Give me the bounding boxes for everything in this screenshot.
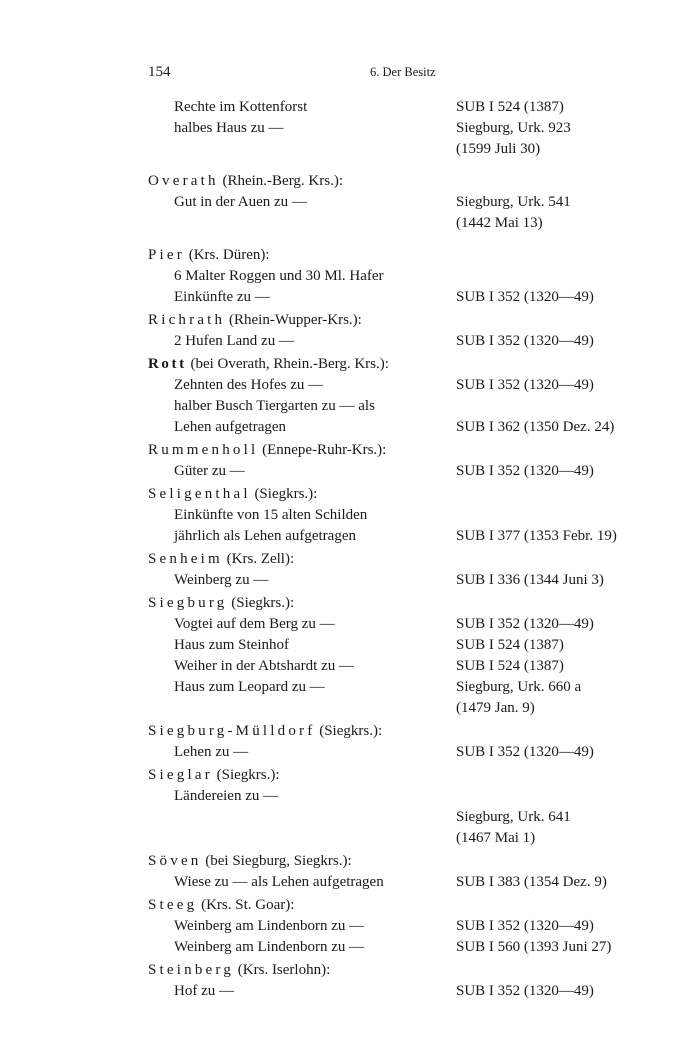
holding-description: Wiese zu — als Lehen aufgetragen: [174, 874, 384, 890]
entry-group: [148, 593, 668, 721]
holdings-list: [148, 97, 668, 1004]
entry-group: [148, 549, 668, 593]
holding-description: Weiher in der Abtshardt zu —: [174, 658, 354, 674]
place-district: (Krs. Zell):: [222, 551, 295, 567]
entry-gap: [148, 1002, 668, 1004]
place-name: Senheim: [148, 551, 223, 567]
entry-group: [148, 851, 668, 895]
holding-line: [148, 872, 668, 893]
holding-line: [148, 742, 668, 763]
source-reference: SUB I 377 (1353 Febr. 19): [456, 528, 617, 544]
holding-description: Lehen zu —: [174, 744, 249, 760]
holding-description: Rechte im Kottenforst: [174, 99, 308, 115]
place-heading: [148, 721, 668, 742]
place-name: Siegburg: [148, 595, 228, 611]
source-reference: SUB I 524 (1387): [456, 658, 564, 674]
holding-line: [148, 375, 668, 396]
holding-line: [148, 614, 668, 635]
place-heading: [148, 484, 668, 505]
place-district: (Ennepe-Ruhr-Krs.):: [258, 442, 387, 458]
place-name: Seligenthal: [148, 486, 251, 502]
place-district: (Siegkrs.):: [250, 486, 318, 502]
entry-group: [148, 765, 668, 851]
source-reference: Siegburg, Urk. 923: [456, 120, 571, 136]
place-name: Rott: [148, 356, 187, 372]
page-number: 154: [148, 64, 171, 80]
holding-description: Einkünfte von 15 alten Schilden: [174, 507, 368, 523]
holding-description: Güter zu —: [174, 463, 245, 479]
place-name: Richrath: [148, 312, 226, 328]
holding-description: halber Busch Tiergarten zu — als: [174, 398, 375, 414]
source-reference: Siegburg, Urk. 641: [456, 809, 571, 825]
place-heading: [148, 895, 668, 916]
place-district: (Krs. Iserlohn):: [234, 962, 331, 978]
holding-line: [148, 981, 668, 1002]
entry-group: [148, 895, 668, 960]
place-heading: [148, 549, 668, 570]
source-reference: SUB I 524 (1387): [456, 99, 564, 115]
place-heading: [148, 440, 668, 461]
holding-description: Einkünfte zu —: [174, 289, 270, 305]
entry-group: [148, 171, 668, 245]
holding-description: Zehnten des Hofes zu —: [174, 377, 324, 393]
holding-line: [148, 526, 668, 547]
source-reference: (1442 Mai 13): [456, 215, 543, 231]
place-name: Steeg: [148, 897, 198, 913]
holding-description: Haus zum Leopard zu —: [174, 679, 325, 695]
holding-description: Vogtei auf dem Berg zu —: [174, 616, 335, 632]
place-district: (Krs. Düren):: [184, 247, 270, 263]
source-reference: (1479 Jan. 9): [456, 700, 535, 716]
holding-line: [148, 505, 668, 526]
place-heading: [148, 171, 668, 192]
place-heading: [148, 245, 668, 266]
holding-description: 2 Hufen Land zu —: [174, 333, 294, 349]
source-reference: SUB I 352 (1320—49): [456, 289, 594, 305]
source-reference: (1599 Juli 30): [456, 141, 541, 157]
holding-line: [148, 461, 668, 482]
holding-description: 6 Malter Roggen und 30 Ml. Hafer: [174, 268, 384, 284]
source-reference: SUB I 362 (1350 Dez. 24): [456, 419, 615, 435]
holding-description: Haus zum Steinhof: [174, 637, 289, 653]
holding-line: [148, 656, 668, 677]
holding-line: [148, 139, 668, 160]
holding-line: [148, 786, 668, 807]
holding-line: [148, 266, 668, 287]
entry-gap: [148, 160, 668, 171]
holding-line: [148, 677, 668, 698]
place-district: (Siegkrs.):: [227, 595, 295, 611]
source-reference: SUB I 352 (1320—49): [456, 463, 594, 479]
source-reference: SUB I 383 (1354 Dez. 9): [456, 874, 607, 890]
source-reference: Siegburg, Urk. 541: [456, 194, 571, 210]
place-name: Söven: [148, 853, 202, 869]
holding-line: [148, 396, 668, 417]
entry-group: [148, 97, 668, 171]
place-name: Steinberg: [148, 962, 235, 978]
entry-group: [148, 245, 668, 310]
place-name: Siegburg-Mülldorf: [148, 723, 316, 739]
place-district: (Rhein-Wupper-Krs.):: [225, 312, 362, 328]
place-heading: [148, 851, 668, 872]
place-name: Overath: [148, 173, 219, 189]
source-reference: SUB I 352 (1320—49): [456, 377, 594, 393]
holding-line: [148, 192, 668, 213]
holding-description: jährlich als Lehen aufgetragen: [174, 528, 356, 544]
source-reference: SUB I 352 (1320—49): [456, 616, 594, 632]
page-header: [148, 64, 648, 86]
source-reference: Siegburg, Urk. 660 a: [456, 679, 582, 695]
holding-line: [148, 698, 668, 719]
holding-description: Weinberg zu —: [174, 572, 269, 588]
place-name: Sieglar: [148, 767, 213, 783]
place-district: (Siegkrs.):: [315, 723, 383, 739]
holding-line: [148, 635, 668, 656]
entry-gap: [148, 234, 668, 245]
holding-description: Weinberg am Lindenborn zu —: [174, 918, 365, 934]
place-district: (Rhein.-Berg. Krs.):: [218, 173, 344, 189]
holding-line: [148, 118, 668, 139]
source-reference: SUB I 560 (1393 Juni 27): [456, 939, 612, 955]
holding-line: [148, 417, 668, 438]
holding-description: halbes Haus zu —: [174, 120, 284, 136]
place-district: (bei Siegburg, Siegkrs.):: [201, 853, 352, 869]
source-reference: SUB I 336 (1344 Juni 3): [456, 572, 604, 588]
source-reference: SUB I 352 (1320—49): [456, 983, 594, 999]
entry-group: [148, 354, 668, 440]
place-name: Pier: [148, 247, 185, 263]
running-head: 6. Der Besitz: [370, 65, 436, 79]
holding-description: Hof zu —: [174, 983, 234, 999]
place-heading: [148, 765, 668, 786]
holding-line: [148, 287, 668, 308]
place-heading: [148, 960, 668, 981]
holding-line: [148, 916, 668, 937]
entry-group: [148, 721, 668, 765]
source-reference: SUB I 352 (1320—49): [456, 744, 594, 760]
holding-line: [148, 331, 668, 352]
source-reference: SUB I 524 (1387): [456, 637, 564, 653]
holding-line: [148, 213, 668, 234]
entry-group: [148, 310, 668, 354]
holding-line: [148, 570, 668, 591]
holding-line: [148, 97, 668, 118]
entry-group: [148, 960, 668, 1004]
holding-description: Ländereien zu —: [174, 788, 279, 804]
source-reference: (1467 Mai 1): [456, 830, 536, 846]
entry-group: [148, 484, 668, 549]
holding-line: [148, 937, 668, 958]
place-name: Rummenholl: [148, 442, 259, 458]
entry-group: [148, 440, 668, 484]
holding-description: Weinberg am Lindenborn zu —: [174, 939, 365, 955]
place-district: (bei Overath, Rhein.-Berg. Krs.):: [186, 356, 389, 372]
place-heading: [148, 593, 668, 614]
place-district: (Krs. St. Goar):: [197, 897, 295, 913]
place-heading: [148, 310, 668, 331]
holding-description: Lehen aufgetragen: [174, 419, 287, 435]
holding-line: [148, 828, 668, 849]
source-reference: SUB I 352 (1320—49): [456, 333, 594, 349]
place-heading: [148, 354, 668, 375]
holding-description: Gut in der Auen zu —: [174, 194, 307, 210]
source-reference: SUB I 352 (1320—49): [456, 918, 594, 934]
holding-line: [148, 807, 668, 828]
place-district: (Siegkrs.):: [212, 767, 280, 783]
